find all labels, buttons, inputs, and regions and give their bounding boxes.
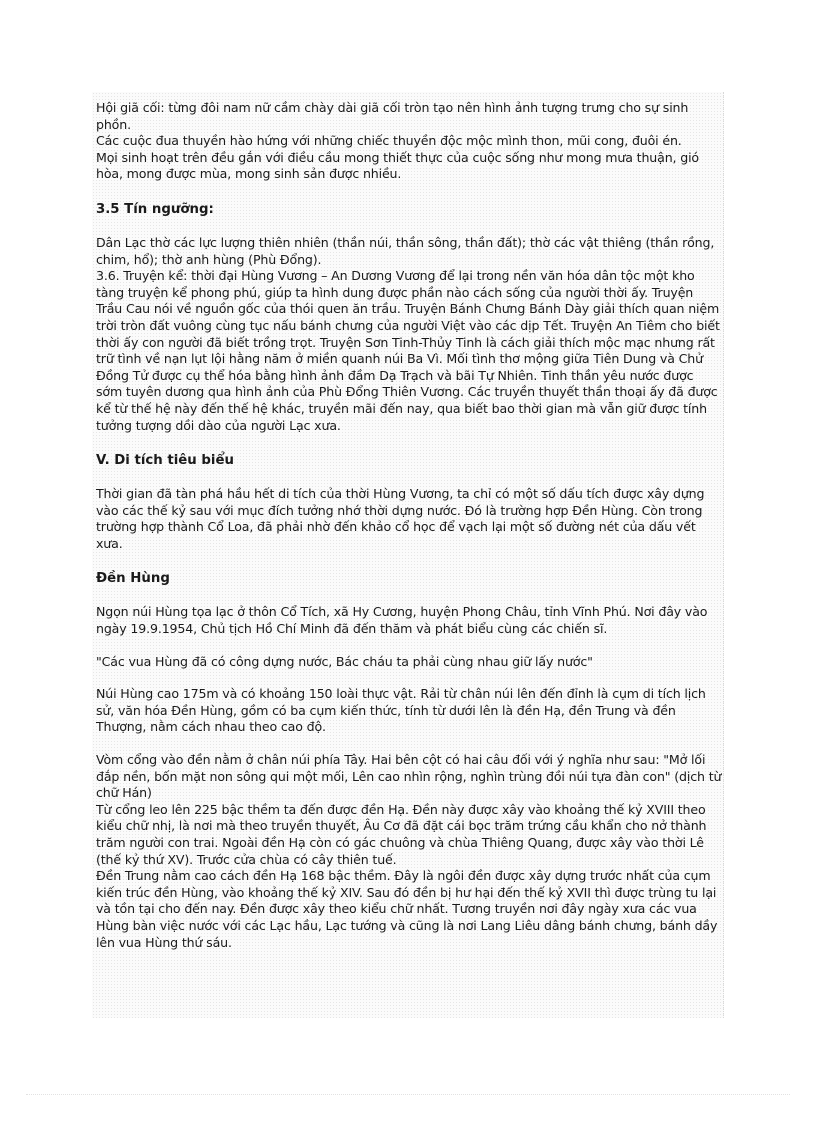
paragraph-den-ha: Từ cổng leo lên 225 bậc thềm ta đến được đền Hạ. Đền này được xây vào khoảng thế kỷ XVIII theo kiểu chữ nhị, là nơi mà theo truyền thuyết, Âu Cơ đã đặt cái bọc trăm trứng cầu khẩn cho nở thành trăm người con trai. Ngoài đền Hạ còn có gác chuông và chùa Thiêng Quang, được xây vào thời Lê (thế kỷ thứ XV). Trước cửa chùa có cây thiên tuế. [96, 801, 707, 867]
paragraph-den-trung: Đền Trung nằm cao cách đền Hạ 168 bậc thềm. Đây là ngôi đền được xây dựng trước nhất của cụm kiến trúc đền Hùng, vào khoảng thế kỷ XIV. Sau đó đền bị hư hại đến thế kỷ XVII thì được trùng tu lại và tồn tại cho đến nay. Đền được xây theo kiểu chữ nhất. Tương truyền nơi đây ngày xưa các vua Hùng bàn việc nước với các Lạc hầu, Lạc tướng và cũng là nơi Lang Liêu dâng bánh chưng, bánh dầy lên vua Hùng thứ sáu. [96, 868, 718, 950]
paragraph-nui-hung-cao: Núi Hùng cao 175m và có khoảng 150 loài thực vật. Rải từ chân núi lên đến đỉnh là cụm di tích lịch sử, văn hóa Đền Hùng, gồm có ba cụm kiến thức, tính từ dưới lên là đền Hạ, đền Trung và đền Thượng, nằm cách nhau theo cao độ. [96, 686, 706, 735]
paragraph-di-tich: Thời gian đã tàn phá hầu hết di tích của thời Hùng Vương, ta chỉ có một số dấu tích được xây dựng vào các thế kỷ sau với mục đích tưởng nhớ thời dựng nước. Đó là trường hợp Đền Hùng. Còn trong trường hợp thành Cổ Loa, đã phải nhờ đến khảo cổ học để vạch lại một số đường nét của dấu vết xưa. [96, 486, 705, 551]
heading-di-tich: V. Di tích tiêu biểu [96, 453, 234, 469]
paragraph-dua-thuyen: Các cuộc đua thuyền hào hứng với những chiếc thuyền độc mộc mình thon, mũi cong, đuôi én. [96, 133, 682, 149]
quote-ho-chi-minh: "Các vua Hùng đã có công dựng nước, Bác cháu ta phải cùng nhau giữ lấy nước" [96, 653, 593, 669]
paragraph-sinh-hoat: Mọi sinh hoạt trên đều gắn với điều cầu mong thiết thực của cuộc sống như mong mưa thuận, gió hòa, mong được mùa, mong sinh sản được nhiều. [96, 149, 699, 182]
paragraph-vom-cong: Vòm cổng vào đền nằm ở chân núi phía Tây. Hai bên cột có hai câu đối với ý nghĩa như sau: "Mở lối đắp nền, bốn mặt non sông qui một mối, Lên cao nhìn rộng, nghìn trùng đồi núi tựa đàn con" (dịch từ chữ Hán) [96, 752, 722, 801]
heading-tin-nguong: 3.5 Tín ngưỡng: [96, 201, 214, 217]
paragraph-nui-hung-toa-lac: Ngọn núi Hùng tọa lạc ở thôn Cổ Tích, xã Hy Cương, huyện Phong Châu, tỉnh Vĩnh Phú. Nơi đây vào ngày 19.9.1954, Chủ tịch Hồ Chí Minh đã đến thăm và phát biểu cùng các chiến sĩ. [96, 604, 708, 637]
paragraph-dan-lac-tho: Dân Lạc thờ các lực lượng thiên nhiên (thần núi, thần sông, thần đất); thờ các vật thiêng (thần rồng, chim, hổ); thờ anh hùng (Phù Đổng). [96, 234, 715, 267]
paragraph-hoi-gia-coi: Hội giã cối: từng đôi nam nữ cầm chày dài giã cối tròn tạo nên hình ảnh tượng trưng cho sự sinh phồn. [96, 100, 689, 132]
paragraph-truyen-ke: 3.6. Truyện kể: thời đại Hùng Vương – An Dương Vương để lại trong nền văn hóa dân tộc một kho tàng truyện kể phong phú, giúp ta hình dung được phần nào cách sống của người thời ấy. Truyện Trầu Cau nói về nguồn gốc của thói quen ăn trầu. Truyện Bánh Chưng Bánh Dày giải thích quan niệm trời tròn đất vuông cùng tục nấu bánh chưng của người Việt vào các dịp Tết. Truyện An Tiêm cho biết thời ấy con người đã biết trồng trọt. Truyện Sơn Tinh-Thủy Tinh là cách giải thích mộc mạc nhưng rất trữ tình về nạn lụt lội hằng năm ở miền quanh núi Ba Vì. Mối tình thơ mộng giữa Tiên Dung và Chử Đồng Tử được cụ thể hóa bằng hình ảnh đầm Dạ Trạch và bãi Tự Nhiên. Tinh thần yêu nước được sớm tuyên dương qua hình ảnh của Phù Đổng Thiên Vương. Các truyền thuyết thần thoại ấy đã được kể từ thế hệ này đến thế hệ khác, truyền mãi đến nay, qua biết bao thời gian mà vẫn giữ được tính tưởng tượng dồi dào của người Lạc xưa. [96, 268, 720, 433]
bottom-divider [26, 1094, 790, 1095]
document-page [92, 92, 724, 1018]
heading-den-hung: Đền Hùng [96, 571, 170, 587]
